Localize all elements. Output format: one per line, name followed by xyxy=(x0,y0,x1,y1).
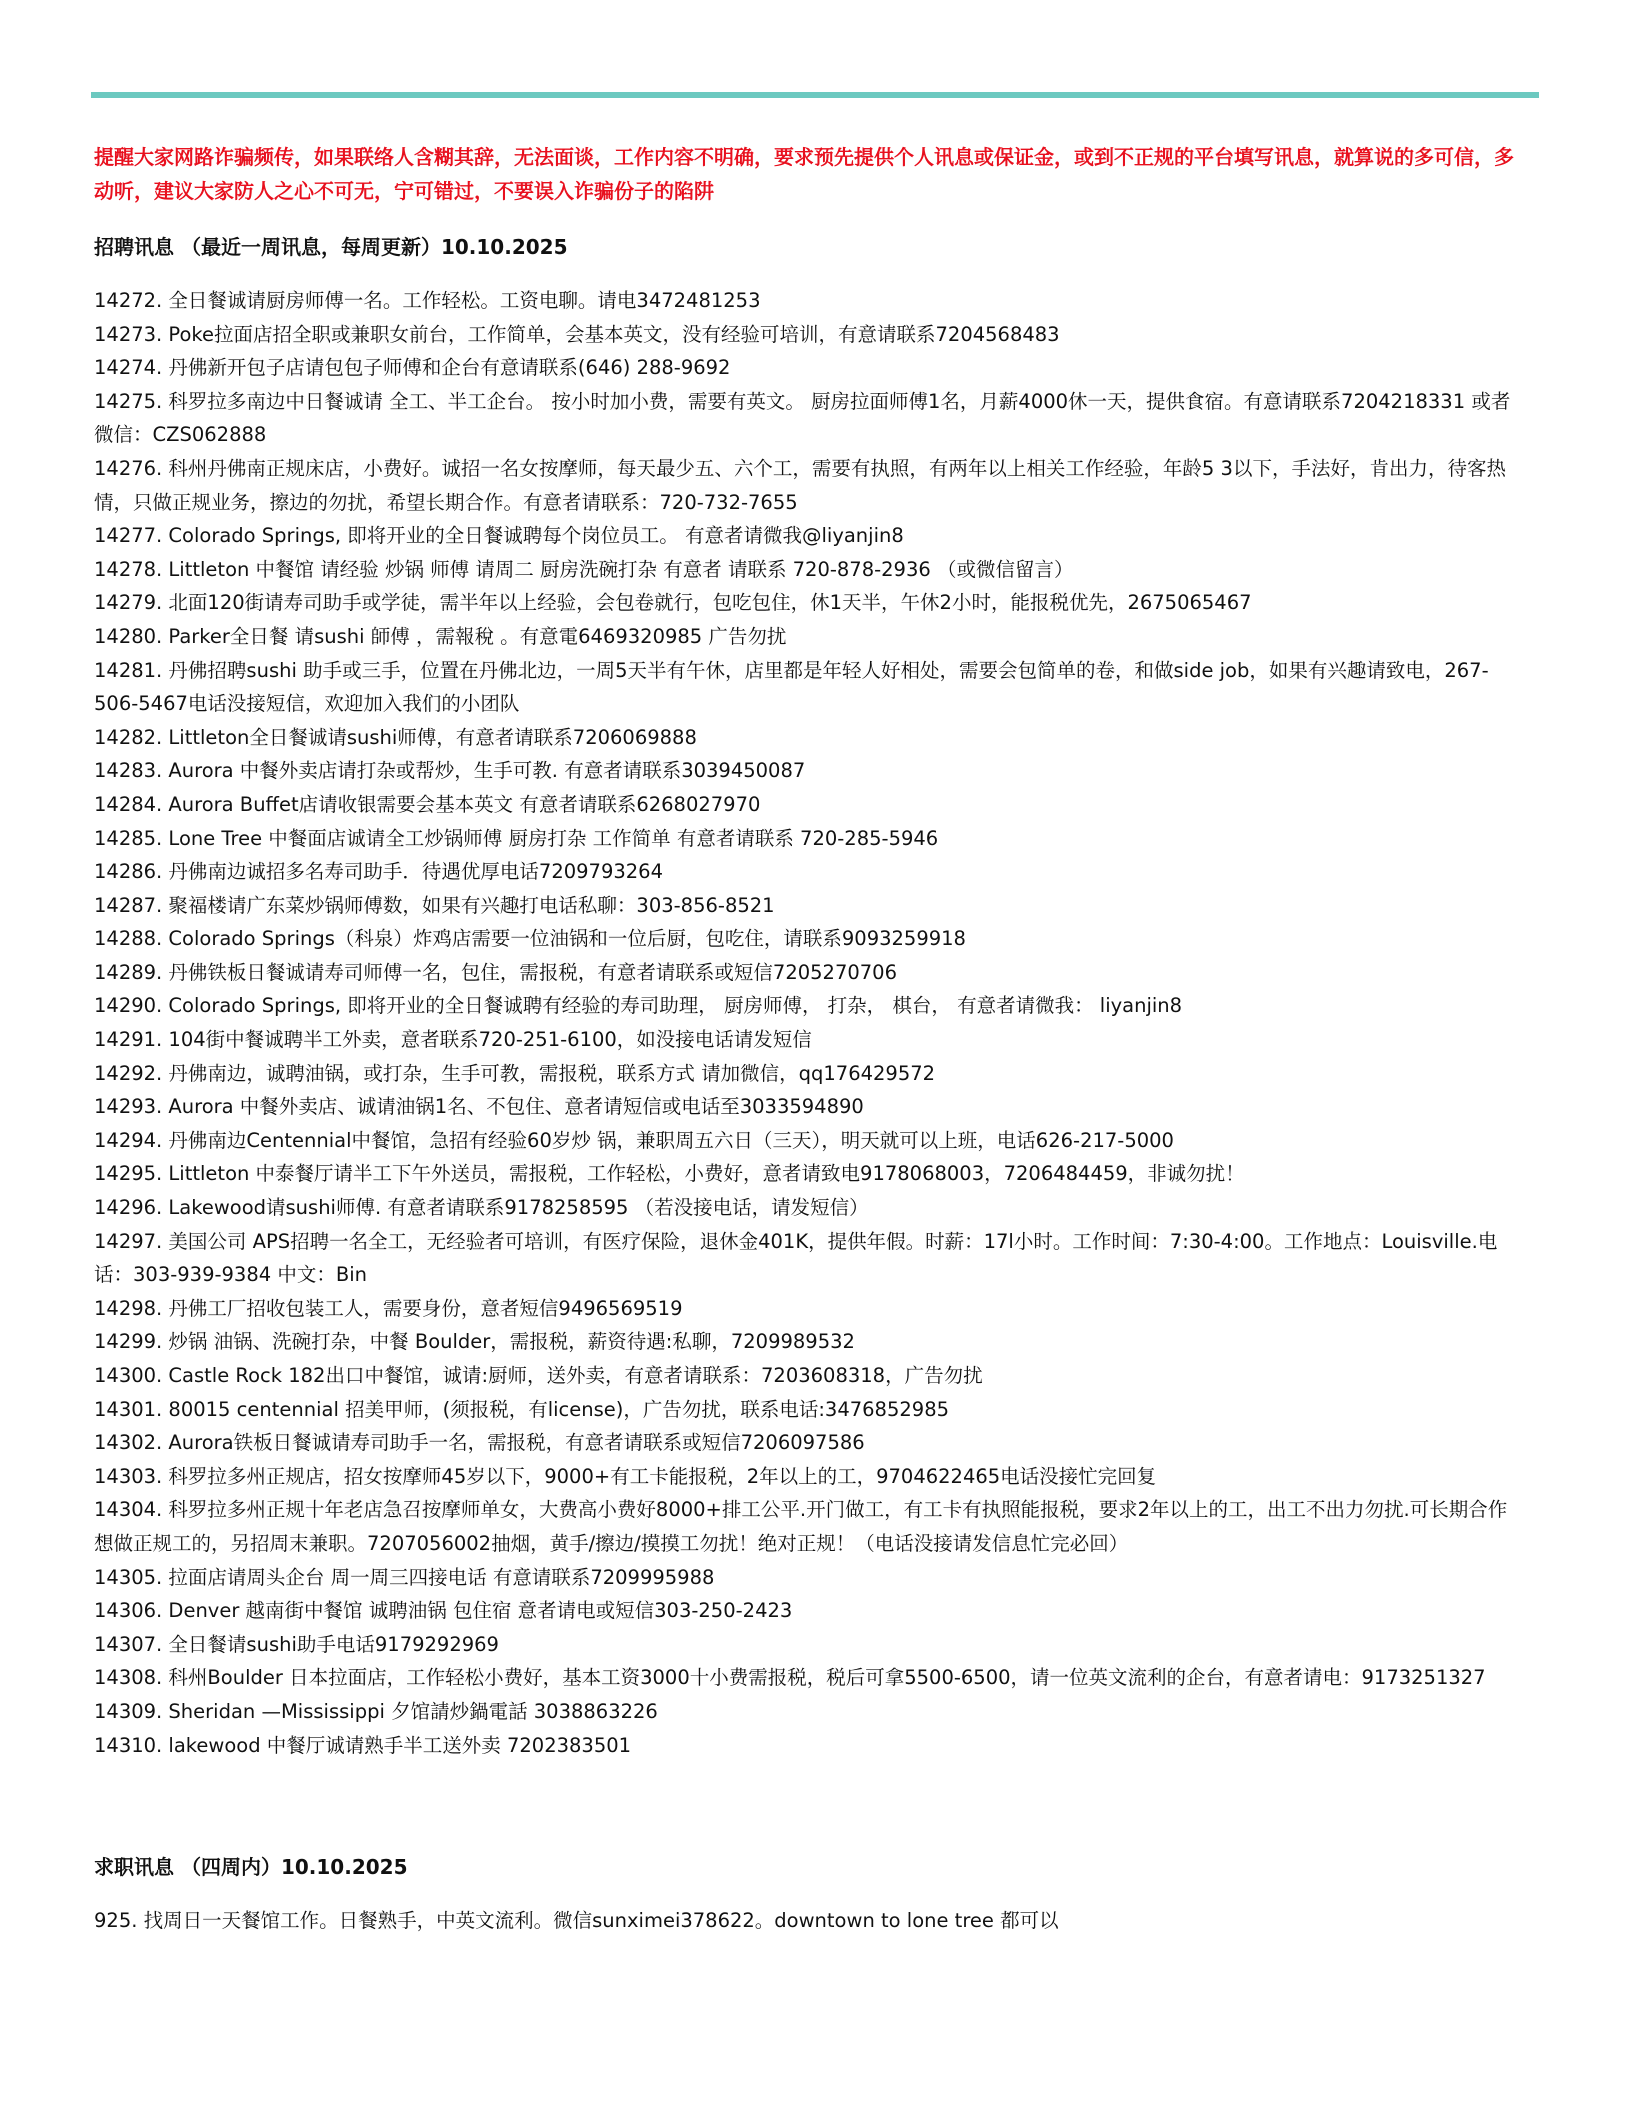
recruit-list-item: 14278. Littleton 中餐馆 请经验 炒锅 师傅 请周二 厨房洗碗打杂 有意者 请联系 720-878-2936 （或微信留言） xyxy=(94,557,1074,581)
recruit-list-item: 14289. 丹佛铁板日餐诚请寿司师傅一名，包住，需报税，有意者请联系或短信7205270706 xyxy=(94,960,897,984)
recruit-list-item: 14294. 丹佛南边Centennial中餐馆，急招有经验60岁炒 锅，兼职周五六日（三天），明天就可以上班，电话626-217-5000 xyxy=(94,1128,1174,1152)
recruit-list-item: 14284. Aurora Buffet店请收银需要会基本英文 有意者请联系6268027970 xyxy=(94,792,761,816)
recruit-list-item: 14275. 科罗拉多南边中日餐诚请 全工、半工企台。 按小时加小费，需要有英文。 厨房拉面师傅1名，月薪4000休一天，提供食宿。有意请联系7204218331 或者微信：CZS062888 xyxy=(94,389,1511,447)
recruit-list-item: 14295. Littleton 中泰餐厅请半工下午外送员，需报税，工作轻松，小费好，意者请致电9178068003，7206484459，非诚勿扰！ xyxy=(94,1162,1245,1186)
fraud-warning: 提醒大家网路诈骗频传，如果联络人含糊其辞，无法面谈，工作内容不明确，要求预先提供个人讯息或保证金，或到不正规的平台填写讯息，就算说的多可信，多动听，建议大家防人之心不可无，宁可错过，不要误入诈骗份子的陷阱 xyxy=(94,145,1514,203)
recruit-list-item: 14308. 科州Boulder 日本拉面店，工作轻松小费好，基本工资3000十小费需报税，税后可拿5500-6500，请一位英文流利的企台，有意者请电：9173251327 xyxy=(94,1666,1486,1690)
recruit-list-item: 14288. Colorado Springs（科泉）炸鸡店需要一位油锅和一位后厨，包吃住，请联系9093259918 xyxy=(94,927,966,951)
recruit-list-item: 14297. 美国公司 APS招聘一名全工，无经验者可培训，有医疗保险，退休金401K，提供年假。时薪：17l小时。工作时间：7:30-4:00。工作地点：Louisville.电话：303-939-9384 中文：Bin xyxy=(94,1229,1498,1287)
recruit-list-item: 14273. Poke拉面店招全职或兼职女前台，工作简单，会基本英文，没有经验可培训，有意请联系7204568483 xyxy=(94,322,1060,346)
recruit-list xyxy=(94,284,1514,1762)
section-gap xyxy=(94,1762,1514,1850)
recruit-list-item: 14293. Aurora 中餐外卖店、诚请油锅1名、不包住、意者请短信或电话至3033594890 xyxy=(94,1095,864,1119)
recruit-list-item: 14291. 104街中餐诚聘半工外卖，意者联系720-251-6100，如没接电话请发短信 xyxy=(94,1028,812,1052)
recruit-list-item: 14303. 科罗拉多州正规店，招女按摩师45岁以下，9000+有工卡能报税，2年以上的工，9704622465电话没接忙完回复 xyxy=(94,1464,1157,1488)
page-content xyxy=(94,140,1514,1938)
recruit-list-item: 14279. 北面120街请寿司助手或学徒，需半年以上经验，会包卷就行，包吃包住，休1天半，午休2小时，能报税优先，2675065467 xyxy=(94,591,1252,615)
recruit-list-item: 14282. Littleton全日餐诚请sushi师傅，有意者请联系7206069888 xyxy=(94,725,697,749)
recruit-list-item: 14305. 拉面店请周头企台 周一周三四接电话 有意请联系7209995988 xyxy=(94,1565,715,1589)
recruit-list-item: 14302. Aurora铁板日餐诚请寿司助手一名，需报税，有意者请联系或短信7206097586 xyxy=(94,1431,865,1455)
recruit-list-item: 14300. Castle Rock 182出口中餐馆，诚请:厨师，送外卖，有意者请联系：7203608318，广告勿扰 xyxy=(94,1364,983,1387)
recruit-list-item: 14285. Lone Tree 中餐面店诚请全工炒锅师傅 厨房打杂 工作简单 有意者请联系 720-285-5946 xyxy=(94,826,939,850)
recruit-list-item: 14310. lakewood 中餐厅诚请熟手半工送外卖 7202383501 xyxy=(94,1733,632,1757)
recruit-list-item: 14301. 80015 centennial 招美甲师，(须报税，有license)，广告勿扰，联系电话:3476852985 xyxy=(94,1397,950,1421)
recruit-list-item: 14298. 丹佛工厂招收包装工人，需要身份，意者短信9496569519 xyxy=(94,1296,683,1320)
recruit-list-item: 14296. Lakewood请sushi师傅. 有意者请联系9178258595 （若没接电话，请发短信） xyxy=(94,1196,869,1220)
seeking-list-item: 925. 找周日一天餐馆工作。日餐熟手，中英文流利。微信sunximei378622。downtown to lone tree 都可以 xyxy=(94,1909,1059,1933)
seeking-section-title: 求职讯息 （四周内）10.10.2025 xyxy=(94,1855,408,1880)
recruit-list-item: 14277. Colorado Springs, 即将开业的全日餐诚聘每个岗位员工。 有意者请微我@liyanjin8 xyxy=(94,524,904,548)
recruit-list-item: 14283. Aurora 中餐外卖店请打杂或帮炒，生手可教. 有意者请联系3039450087 xyxy=(94,759,806,783)
top-divider xyxy=(91,92,1539,98)
recruit-list-item: 14309. Sheridan —Mississippi 夕馆請炒鍋電話 3038863226 xyxy=(94,1699,658,1723)
recruit-list-item: 14274. 丹佛新开包子店请包包子师傅和企台有意请联系(646) 288-9692 xyxy=(94,356,731,380)
recruit-list-item: 14292. 丹佛南边，诚聘油锅，或打杂，生手可教，需报税，联系方式 请加微信，qq176429572 xyxy=(94,1061,936,1085)
recruit-list-item: 14280. Parker全日餐 请sushi 師傅 ，需報稅 。有意電6469320985 广告勿扰 xyxy=(94,624,787,648)
recruit-list-item: 14272. 全日餐诚请厨房师傅一名。工作轻松。工资电聊。请电3472481253 xyxy=(94,289,761,312)
recruit-list-item: 14307. 全日餐请sushi助手电话9179292969 xyxy=(94,1632,499,1656)
recruit-section-title: 招聘讯息 （最近一周讯息，每周更新）10.10.2025 xyxy=(94,235,568,259)
recruit-list-item: 14290. Colorado Springs, 即将开业的全日餐诚聘有经验的寿司助理， 厨房师傅， 打杂， 棋台， 有意者请微我： liyanjin8 xyxy=(94,994,1183,1018)
seeking-list xyxy=(94,1904,1514,1938)
recruit-list-item: 14299. 炒锅 油锅、洗碗打杂，中餐 Boulder，需报税，薪资待遇:私聊，7209989532 xyxy=(94,1330,855,1354)
recruit-list-item: 14287. 聚福楼请广东菜炒锅师傅数，如果有兴趣打电话私聊：303-856-8521 xyxy=(94,893,775,917)
recruit-list-item: 14276. 科州丹佛南正规床店，小费好。诚招一名女按摩师，每天最少五、六个工，需要有执照，有两年以上相关工作经验，年龄5 3以下，手法好，肯出力，待客热情，只做正规业务，擦边的勿扰，希望长期合作。有意者请联系：720-732-7655 xyxy=(94,456,1506,514)
recruit-list-item: 14286. 丹佛南边诚招多名寿司助手．待遇优厚电话7209793264 xyxy=(94,860,663,884)
recruit-list-item: 14304. 科罗拉多州正规十年老店急召按摩师单女，大费高小费好8000+排工公平.开门做工，有工卡有执照能报税，要求2年以上的工，出工不出力勿扰.可长期合作想做正规工的，另招周末兼职。7207056002抽烟，黄手/擦边/摸摸工勿扰！绝对正规！（电话没接请发信息忙完必回） xyxy=(94,1498,1508,1555)
recruit-list-item: 14306. Denver 越南街中餐馆 诚聘油锅 包住宿 意者请电或短信303-250-2423 xyxy=(94,1599,793,1623)
recruit-list-item: 14281. 丹佛招聘sushi 助手或三手，位置在丹佛北边，一周5天半有午休，店里都是年轻人好相处，需要会包简单的卷，和做side job，如果有兴趣请致电，267-506-5467电话没接短信，欢迎加入我们的小团队 xyxy=(94,658,1489,716)
